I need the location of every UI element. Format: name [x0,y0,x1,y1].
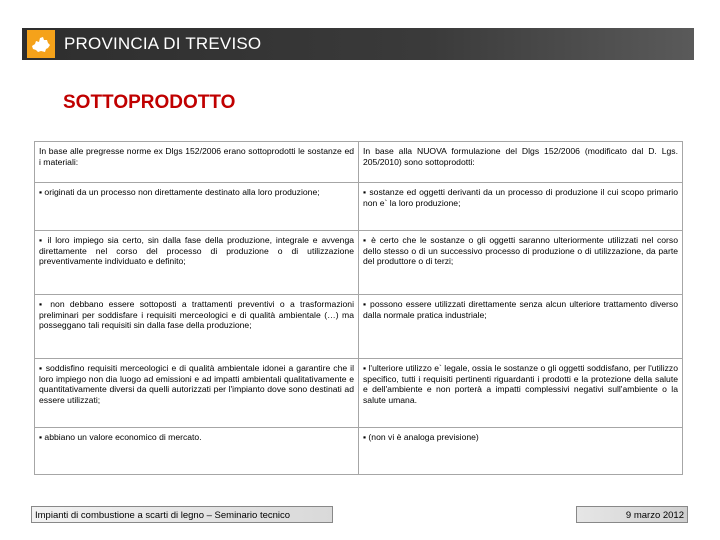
table-row [35,183,683,231]
table-cell-new: ▪ sostanze ed oggetti derivanti da un processo di produzione il cui scopo primario non e` la loro produzione; [359,183,683,231]
footer-seminar-title: Impianti di combustione a scarti di legno – Seminario tecnico [31,506,333,523]
comparison-table [34,141,683,475]
header-bar [22,28,694,60]
table-cell-new: ▪ è certo che le sostanze o gli oggetti saranno ulteriormente utilizzati nel corso dello stesso o di un successivo processo di produzione o di utilizzazione, da parte del produttore o di terzi; [359,231,683,295]
table-cell-new: ▪ l'ulteriore utilizzo e` legale, ossia le sostanze o gli oggetti soddisfano, per l'utilizzo specifico, tutti i requisiti pertinenti riguardanti i prodotti e la protezione della salute e dell'ambiente e non porterà a impatti complessivi negativi sull'ambiente o la salute umana. [359,359,683,428]
header-title: PROVINCIA DI TREVISO [64,34,262,53]
footer-date: 9 marzo 2012 [576,506,688,523]
table-row [35,295,683,359]
table-header-row [35,142,683,183]
page-title: SOTTOPRODOTTO [63,92,236,113]
table-row [35,428,683,475]
table-cell-new: ▪ possono essere utilizzati direttamente senza alcun ulteriore trattamento diverso dalla normale pratica industriale; [359,295,683,359]
province-logo [27,30,55,58]
table-cell-new: ▪ (non vi è analoga previsione) [359,428,683,475]
table-cell-old: ▪ il loro impiego sia certo, sin dalla fase della produzione, integrale e avvenga direttamente nel corso del processo di produzione o di utilizzazione preventivamente individuato e definito; [35,231,359,295]
table-cell-old: ▪ non debbano essere sottoposti a trattamenti preventivi o a trasformazioni preliminari per soddisfare i requisiti merceologici e di qualità ambientale (…) ma posseggano tali requisiti sin dalla fase della produzione; [35,295,359,359]
table-row [35,359,683,428]
table-cell-old: ▪ soddisfino requisiti merceologici e di qualità ambientale idonei a garantire che il loro impiego non dia luogo ad emissioni e ad impatti ambientali qualitativamente e quantitativamente diversi da quelli autorizzati per l'impianto dove sono destinati ad essere utilizzati; [35,359,359,428]
header-cell-old: In base alle pregresse norme ex Dlgs 152/2006 erano sottoprodotti le sostanze ed i materiali: [35,142,359,183]
header-cell-new: In base alla NUOVA formulazione del Dlgs 152/2006 (modificato dal D. Lgs. 205/2010) sono sottoprodotti: [359,142,683,183]
province-map-icon [29,32,53,56]
table-cell-old: ▪ originati da un processo non direttamente destinato alla loro produzione; [35,183,359,231]
table-row [35,231,683,295]
table-cell-old: ▪ abbiano un valore economico di mercato. [35,428,359,475]
